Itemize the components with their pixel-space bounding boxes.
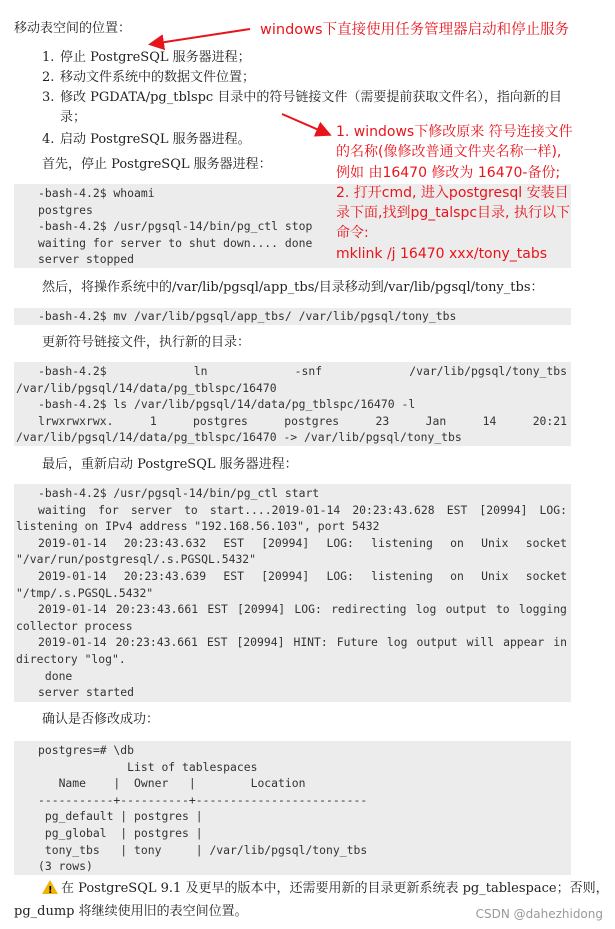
code-line: lrwxrwxrwx. 1 postgres postgres 23 Jan 14 20:21 bbox=[38, 413, 567, 428]
list-item: 4. 启动 PostgreSQL 服务器进程。 bbox=[42, 132, 251, 147]
code-line: Name | Owner | Location bbox=[38, 776, 306, 791]
code-line: done bbox=[38, 668, 73, 683]
list-item: 1. 停止 PostgreSQL 服务器进程； bbox=[42, 50, 251, 65]
code-line: List of tablespaces bbox=[38, 759, 258, 774]
code-line: -bash-4.2$ /usr/pgsql-14/bin/pg_ctl start bbox=[38, 486, 320, 500]
paragraph-move: 然后，将操作系统中的/var/lib/pgsql/app_tbs/目录移动到/var/lib/pgsql/tony_tbs： bbox=[42, 280, 544, 295]
code-line: -bash-4.2$ ls /var/lib/pgsql/14/data/pg_tblspc/16470 -l bbox=[38, 397, 416, 412]
code-line: /var/lib/pgsql/14/data/pg_tblspc/16470 -> /var/lib/pgsql/tony_tbs bbox=[16, 430, 462, 445]
list-item: 3. 修改 PGDATA/pg_tblspc 目录中的符号链接文件（需要提前获取文件名），指向新的目 录； bbox=[42, 90, 562, 125]
note-line-1: !在 PostgreSQL 9.1 及更早的版本中，还需要用新的目录更新系统表 pg_tablespace；否则， bbox=[42, 880, 609, 898]
code-line: directory "log". bbox=[16, 651, 126, 666]
code-block-link bbox=[14, 362, 571, 446]
note-line-2: pg_dump 将继续使用旧的表空间位置。 bbox=[14, 904, 248, 919]
code-line: -bash-4.2$ ln -snf /var/lib/pgsql/tony_tbs bbox=[38, 364, 567, 378]
code-line: postgres bbox=[38, 202, 93, 217]
code-line: listening on IPv4 address "192.168.56.103", port 5432 bbox=[16, 519, 380, 534]
arrow-icon bbox=[152, 29, 250, 44]
code-line: -----------+----------+------------------------- bbox=[38, 792, 368, 807]
warning-icon bbox=[42, 880, 58, 894]
annotation-windows-steps: 1. windows下修改原来 符号连接文件 的名称(像修改普通文件夹名称一样), 例如 由16470 修改为 16470-备份; 2. 打开cmd, 进入postgresql 安装目 录下面,找到pg_talspc目录, 执行以下 命令: mklink /j 16470 xxx/tony_tabs bbox=[336, 124, 573, 262]
code-line: server started bbox=[38, 685, 135, 700]
code-line: 2019-01-14 20:23:43.661 EST [20994] LOG: redirecting log output to logging bbox=[38, 602, 567, 617]
code-block-move bbox=[14, 308, 571, 325]
code-line: waiting for server to start....2019-01-14 20:23:43.628 EST [20994] LOG: bbox=[38, 502, 567, 517]
code-line: server stopped bbox=[38, 252, 135, 267]
paragraph-restart: 最后，重新启动 PostgreSQL 服务器进程： bbox=[42, 457, 298, 472]
code-block-restart bbox=[14, 484, 571, 702]
code-line: -bash-4.2$ /usr/pgsql-14/bin/pg_ctl stop bbox=[38, 219, 313, 234]
paragraph-stop: 首先，停止 PostgreSQL 服务器进程： bbox=[42, 157, 272, 172]
code-line: 2019-01-14 20:23:43.661 EST [20994] HINT: Future log output will appear in bbox=[38, 635, 567, 650]
list-item: 2. 移动文件系统中的数据文件位置； bbox=[42, 70, 256, 85]
code-line: 2019-01-14 20:23:43.639 EST [20994] LOG: listening on Unix socket bbox=[38, 568, 567, 583]
code-line: 2019-01-14 20:23:43.632 EST [20994] LOG: listening on Unix socket bbox=[38, 535, 567, 550]
code-line: pg_default | postgres | bbox=[38, 809, 203, 824]
code-block-db bbox=[14, 741, 571, 875]
code-line: (3 rows) bbox=[38, 859, 93, 874]
paragraph-link: 更新符号链接文件，执行新的目录： bbox=[42, 335, 251, 350]
code-line: -bash-4.2$ whoami bbox=[38, 186, 155, 200]
paragraph-confirm: 确认是否修改成功： bbox=[42, 712, 160, 727]
code-line: pg_global | postgres | bbox=[38, 825, 203, 840]
code-line: "/var/run/postgresql/.s.PGSQL.5432" bbox=[16, 552, 257, 567]
intro-text: 移动表空间的位置： bbox=[14, 21, 132, 36]
code-line: collector process bbox=[16, 618, 133, 633]
code-line: tony_tbs | tony | /var/lib/pgsql/tony_tbs bbox=[38, 842, 368, 857]
annotation-windows-service: windows下直接使用任务管理器启动和停止服务 bbox=[260, 22, 570, 38]
code-line: waiting for server to shut down.... done bbox=[38, 235, 313, 250]
code-line: postgres=# \db bbox=[38, 743, 135, 757]
code-line: /var/lib/pgsql/14/data/pg_tblspc/16470 bbox=[16, 380, 277, 395]
code-line: "/tmp/.s.PGSQL.5432" bbox=[16, 585, 154, 600]
code-line: -bash-4.2$ mv /var/lib/pgsql/app_tbs/ /var/lib/pgsql/tony_tbs bbox=[38, 309, 457, 323]
watermark: CSDN @dahezhidong bbox=[475, 907, 603, 921]
